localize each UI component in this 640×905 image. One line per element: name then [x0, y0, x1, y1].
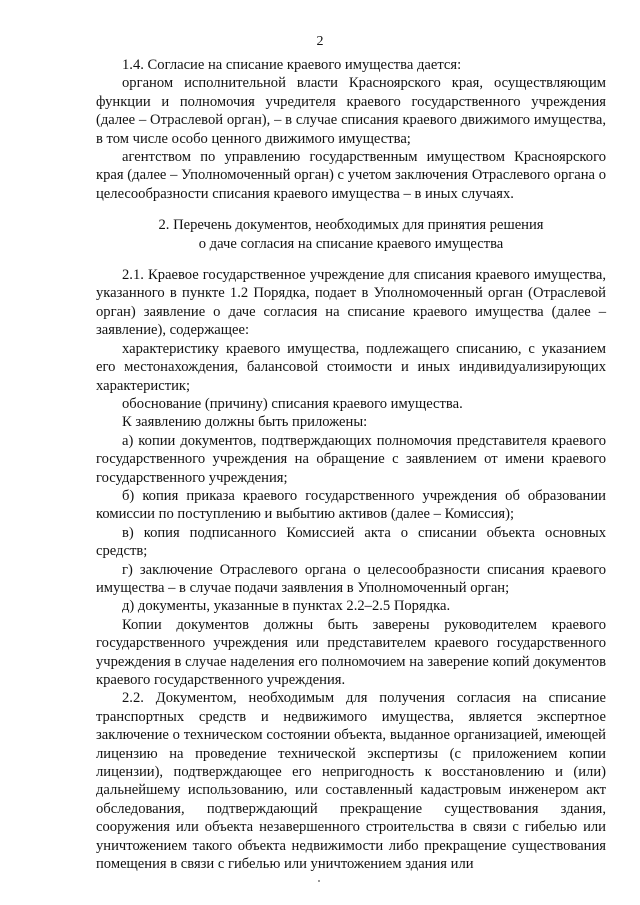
paragraph-2-2: 2.2. Документом, необходимым для получения согласия на списание транспортных средств и недвижимого имущества, является экспертное заключение о техническом состоянии объекта, выданное организацией, имеющей лицензию на проведение технической экспертизы (с приложением копии лицензии), подтверждающее его непригодность к восстановлению и (или) дальнейшему использованию, или составленный кадастровым инженером акт обследования, подтверждающий прекращение существования здания, сооружения или объекта незавершенного строительства в связи с гибелью или уничтожением такого объекта недвижимости либо прекращение существования помещения в связи с гибелью или уничтожением здания или	[96, 690, 606, 873]
list-item-v: в) копия подписанного Комиссией акта о списании объекта основных средств;	[96, 524, 606, 560]
section-heading-line-2: о даче согласия на списание краевого имущества	[198, 235, 504, 252]
paragraph-2-1: 2.1. Краевое государственное учреждение для списания краевого имущества, указанного в пункте 1.2 Порядка, подает в Уполномоченный орган (Отраслевой орган) заявление о даче согласия на списание краевого имущества (далее – заявление), содержащее:	[96, 267, 606, 339]
scan-dot	[318, 880, 320, 882]
page-number: 2	[316, 34, 324, 49]
section-heading-line-1: 2. Перечень документов, необходимых для принятия решения	[158, 217, 544, 234]
list-item-a: а) копии документов, подтверждающих полномочия представителя краевого государственного учреждения на обращение с заявлением от имени краевого государственного учреждения;	[96, 432, 606, 486]
paragraph-industry-body: органом исполнительной власти Красноярского края, осуществляющим функции и полномочия учредителя краевого государственного учреждения (далее – Отраслевой орган), – в случае списания краевого движимого имущества, в том числе особо ценного движимого имущества;	[96, 75, 606, 147]
paragraph-attachments-intro: К заявлению должны быть приложены:	[122, 414, 368, 431]
paragraph-agency: агентством по управлению государственным имуществом Красноярского края (далее – Уполномоченный орган) с учетом заключения Отраслевого органа о целесообразности списания краевого имущества – в иных случаях.	[96, 149, 606, 202]
section-heading	[96, 216, 606, 253]
paragraph-characteristics: характеристику краевого имущества, подлежащего списанию, с указанием его местонахождения, балансовой стоимости и иных индивидуализирующих характеристик;	[96, 340, 606, 394]
list-item-b: б) копия приказа краевого государственного учреждения об образовании комиссии по поступлению и выбытию активов (далее – Комиссия);	[96, 487, 606, 523]
paragraph-1-4: 1.4. Согласие на списание краевого имущества дается:	[122, 57, 462, 73]
paragraph-justification: обоснование (причину) списания краевого имущества.	[122, 395, 463, 412]
document-body	[96, 56, 606, 873]
paragraph-copies-certification: Копии документов должны быть заверены руководителем краевого государственного учреждения или представителем краевого государственного учреждения в случае наделения его полномочием на заверение копий документов краевого государственного учреждения.	[96, 616, 606, 688]
list-item-g: г) заключение Отраслевого органа о целесообразности списания краевого имущества – в случае подачи заявления в Уполномоченный орган;	[96, 561, 606, 596]
list-item-d: д) документы, указанные в пунктах 2.2–2.5 Порядка.	[122, 598, 451, 615]
